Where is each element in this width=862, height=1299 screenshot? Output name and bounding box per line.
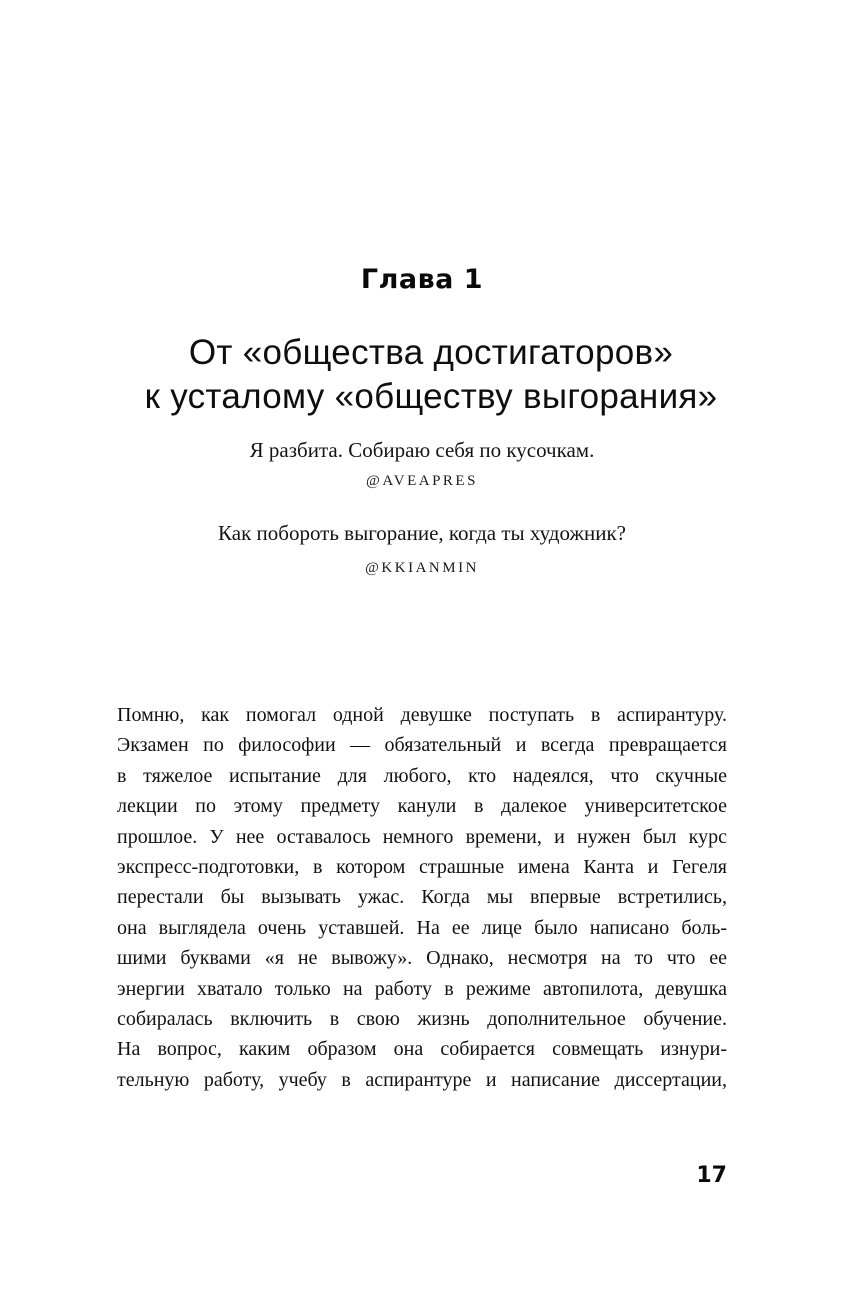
body-line: собиралась включить в свою жизнь дополнительное обучение. xyxy=(117,1007,727,1030)
chapter-title xyxy=(76,331,786,419)
chapter-title-line-1: От «общества достигаторов» xyxy=(188,333,674,372)
body-line: На вопрос, каким образом она собирается совмещать изнури- xyxy=(117,1038,727,1061)
body-line: в тяжелое испытание для любого, кто надеялся, что скучные xyxy=(117,764,727,787)
body-paragraph xyxy=(117,700,727,1095)
body-line: тельную работу, учебу в аспирантуре и написание диссертации, xyxy=(117,1068,727,1091)
body-line: энергии хватало только на работу в режиме автопилота, девушка xyxy=(117,977,727,1000)
chapter-title-line-2: к усталому «обществу выгорания» xyxy=(144,377,718,416)
body-line: лекции по этому предмету канули в далекое университетское xyxy=(117,795,727,818)
epigraph-quote-1: Я разбита. Собираю себя по кусочкам. xyxy=(249,438,595,462)
epigraph-author-1: @AVEAPRES xyxy=(366,473,478,489)
chapter-label: Глава 1 xyxy=(360,264,484,295)
epigraph-quote-2: Как побороть выгорание, когда ты художник? xyxy=(218,521,626,545)
body-line: Экзамен по философии — обязательный и всегда превращается xyxy=(117,734,727,757)
body-line: шими буквами «я не вывожу». Однако, несмотря на то что ее xyxy=(117,947,727,970)
body-line: она выглядела очень уставшей. На ее лице было написано боль- xyxy=(117,916,727,939)
page-number: 17 xyxy=(696,1163,727,1188)
body-line: перестали бы вызывать ужас. Когда мы впервые встретились, xyxy=(117,886,727,909)
body-line: экспресс-подготовки, в котором страшные имена Канта и Гегеля xyxy=(117,855,727,878)
body-line: Помню, как помогал одной девушке поступать в аспирантуру. xyxy=(117,704,727,726)
body-line: прошлое. У нее оставалось немного времени, и нужен был курс xyxy=(117,825,727,848)
epigraph-author-2: @KKIANMIN xyxy=(365,560,479,576)
